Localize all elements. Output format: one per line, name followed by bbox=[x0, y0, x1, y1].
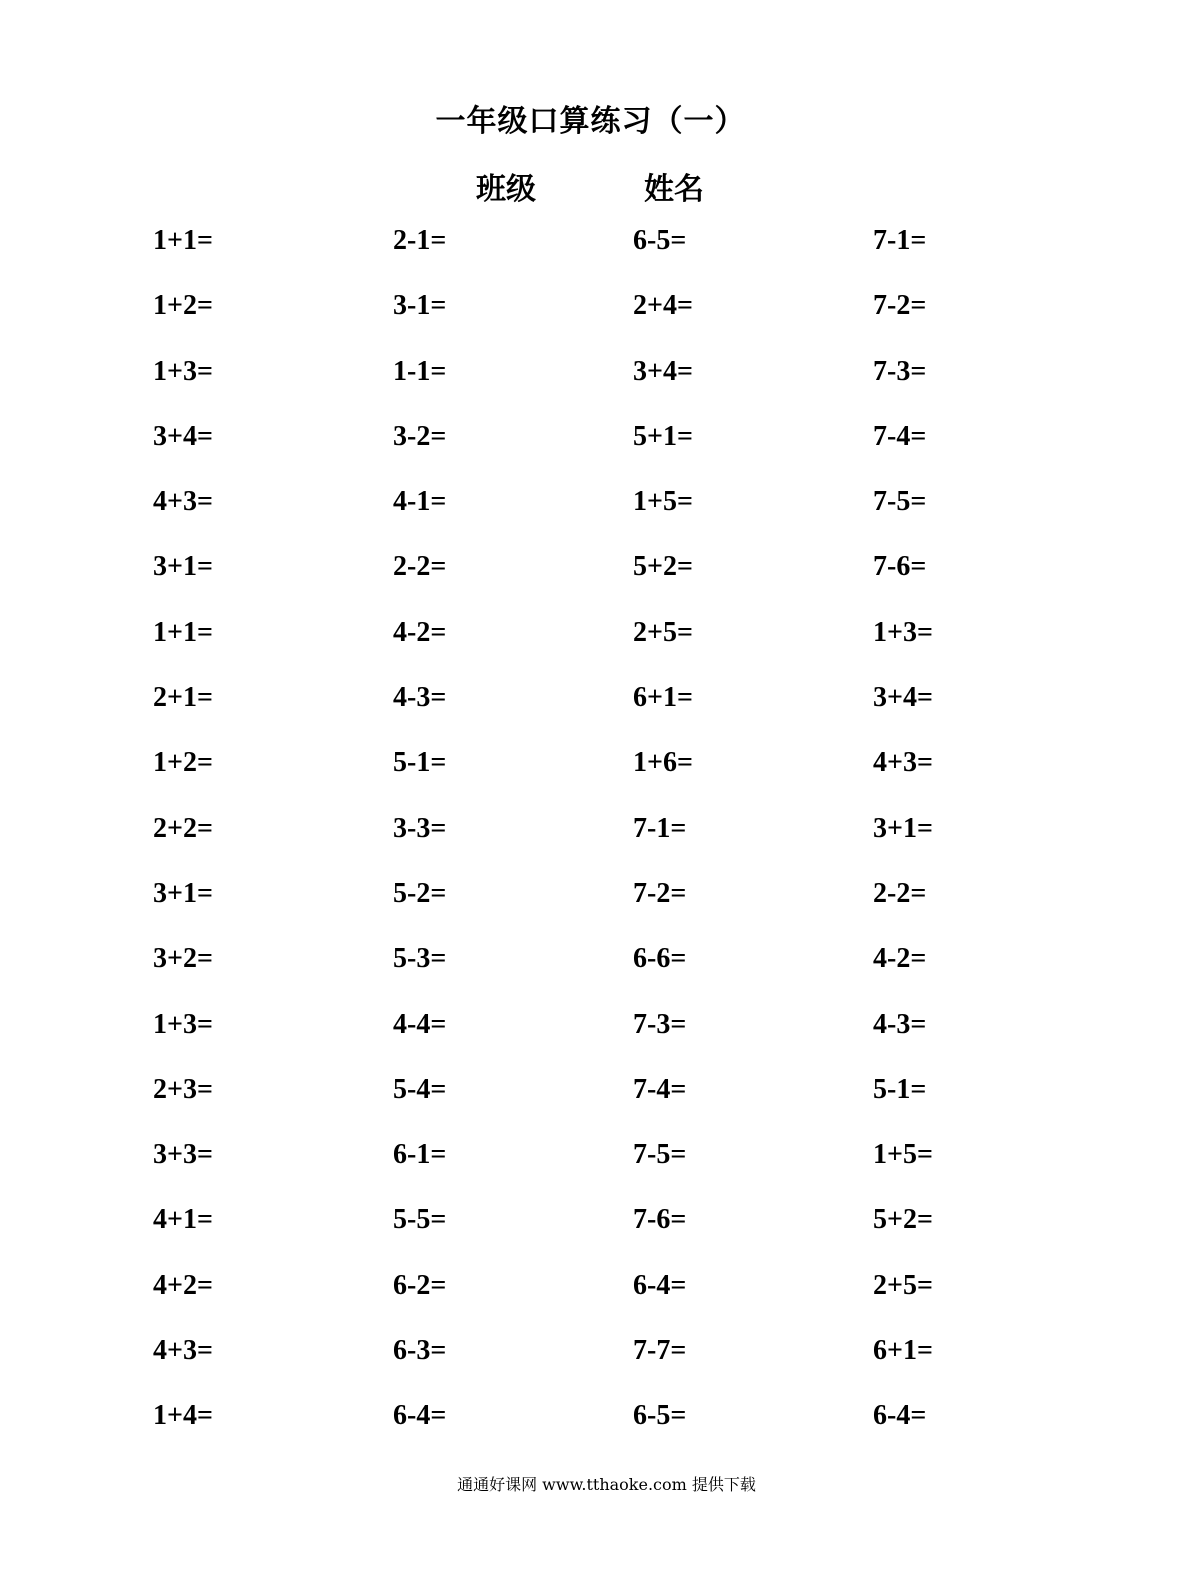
math-problem: 1+6= bbox=[633, 747, 693, 779]
math-problem: 3-2= bbox=[393, 420, 447, 452]
problem-row bbox=[0, 747, 1181, 812]
math-problem: 5-5= bbox=[393, 1204, 447, 1236]
problem-row bbox=[0, 225, 1181, 290]
math-problem: 1-1= bbox=[393, 355, 447, 387]
math-problem: 5+2= bbox=[873, 1204, 933, 1236]
math-problem: 1+2= bbox=[153, 290, 213, 322]
math-problem: 6-4= bbox=[633, 1269, 687, 1301]
math-problem: 7-5= bbox=[633, 1139, 687, 1171]
math-problem: 4+2= bbox=[153, 1269, 213, 1301]
math-problem: 3-3= bbox=[393, 812, 447, 844]
name-label: 姓名 bbox=[644, 172, 704, 207]
math-problem: 7-6= bbox=[873, 551, 927, 583]
page-title: 一年级口算练习（一） bbox=[435, 104, 746, 139]
problem-row bbox=[0, 943, 1181, 1008]
math-problem: 4+3= bbox=[153, 486, 213, 518]
math-problem: 3+4= bbox=[153, 420, 213, 452]
math-problem: 7-6= bbox=[633, 1204, 687, 1236]
math-problem: 4-2= bbox=[873, 943, 927, 975]
problem-row bbox=[0, 1400, 1181, 1465]
math-problem: 7-5= bbox=[873, 486, 927, 518]
math-problem: 6-4= bbox=[393, 1400, 447, 1432]
math-problem: 4+1= bbox=[153, 1204, 213, 1236]
math-problem: 4-1= bbox=[393, 486, 447, 518]
math-problem: 1+1= bbox=[153, 225, 213, 256]
math-problem: 7-1= bbox=[873, 225, 927, 256]
math-problem: 6-4= bbox=[873, 1400, 927, 1432]
math-problem: 3+1= bbox=[873, 812, 933, 844]
math-problem: 6+1= bbox=[633, 682, 693, 714]
math-problem: 6-3= bbox=[393, 1335, 447, 1367]
problem-row bbox=[0, 1139, 1181, 1204]
math-problem: 1+2= bbox=[153, 747, 213, 779]
math-problem: 4-3= bbox=[393, 682, 447, 714]
problem-row bbox=[0, 682, 1181, 747]
math-problem: 5+1= bbox=[633, 420, 693, 452]
math-problem: 6+1= bbox=[873, 1335, 933, 1367]
math-problem: 7-1= bbox=[633, 812, 687, 844]
math-problem: 4+3= bbox=[153, 1335, 213, 1367]
math-problem: 1+3= bbox=[153, 1008, 213, 1040]
math-problem: 3-1= bbox=[393, 290, 447, 322]
math-problem: 3+2= bbox=[153, 943, 213, 975]
problem-row bbox=[0, 356, 1181, 421]
class-label: 班级 bbox=[476, 172, 536, 207]
math-problem: 2-2= bbox=[393, 551, 447, 583]
problem-row bbox=[0, 1074, 1181, 1139]
math-problem: 1+5= bbox=[633, 486, 693, 518]
math-problem: 7-3= bbox=[633, 1008, 687, 1040]
problem-row bbox=[0, 1270, 1181, 1335]
problem-row bbox=[0, 551, 1181, 616]
problem-grid bbox=[0, 225, 1181, 1466]
footer-credit: 通通好课网 www.tthaoke.com 提供下载 bbox=[457, 1475, 756, 1494]
math-problem: 7-2= bbox=[633, 877, 687, 909]
math-problem: 4-2= bbox=[393, 616, 447, 648]
math-problem: 7-2= bbox=[873, 290, 927, 322]
math-problem: 3+1= bbox=[153, 551, 213, 583]
math-problem: 5-3= bbox=[393, 943, 447, 975]
math-problem: 2+4= bbox=[633, 290, 693, 322]
math-problem: 2-1= bbox=[393, 225, 447, 256]
math-problem: 3+4= bbox=[633, 355, 693, 387]
math-problem: 2+3= bbox=[153, 1073, 213, 1105]
math-problem: 5-1= bbox=[393, 747, 447, 779]
math-problem: 7-4= bbox=[633, 1073, 687, 1105]
math-problem: 3+1= bbox=[153, 877, 213, 909]
math-problem: 6-6= bbox=[633, 943, 687, 975]
math-problem: 5-2= bbox=[393, 877, 447, 909]
math-problem: 6-1= bbox=[393, 1139, 447, 1171]
math-problem: 5-1= bbox=[873, 1073, 927, 1105]
math-problem: 5+2= bbox=[633, 551, 693, 583]
problem-row bbox=[0, 813, 1181, 878]
problem-row bbox=[0, 421, 1181, 486]
math-problem: 2+5= bbox=[873, 1269, 933, 1301]
math-problem: 1+5= bbox=[873, 1139, 933, 1171]
math-problem: 2+5= bbox=[633, 616, 693, 648]
math-problem: 6-5= bbox=[633, 1400, 687, 1432]
math-problem: 7-7= bbox=[633, 1335, 687, 1367]
math-problem: 3+4= bbox=[873, 682, 933, 714]
math-problem: 2+2= bbox=[153, 812, 213, 844]
problem-row bbox=[0, 290, 1181, 355]
math-problem: 7-4= bbox=[873, 420, 927, 452]
problem-row bbox=[0, 486, 1181, 551]
student-info-fields bbox=[0, 164, 1181, 207]
math-problem: 4+3= bbox=[873, 747, 933, 779]
math-problem: 7-3= bbox=[873, 355, 927, 387]
math-problem: 1+3= bbox=[873, 616, 933, 648]
math-problem: 4-3= bbox=[873, 1008, 927, 1040]
problem-row bbox=[0, 617, 1181, 682]
math-problem: 1+4= bbox=[153, 1400, 213, 1432]
math-problem: 6-2= bbox=[393, 1269, 447, 1301]
problem-row bbox=[0, 1204, 1181, 1269]
math-problem: 5-4= bbox=[393, 1073, 447, 1105]
math-problem: 1+3= bbox=[153, 355, 213, 387]
problem-row bbox=[0, 1009, 1181, 1074]
math-problem: 2+1= bbox=[153, 682, 213, 714]
math-problem: 6-5= bbox=[633, 225, 687, 256]
math-problem: 2-2= bbox=[873, 877, 927, 909]
math-problem: 4-4= bbox=[393, 1008, 447, 1040]
problem-row bbox=[0, 1335, 1181, 1400]
problem-row bbox=[0, 878, 1181, 943]
math-problem: 1+1= bbox=[153, 616, 213, 648]
math-problem: 3+3= bbox=[153, 1139, 213, 1171]
